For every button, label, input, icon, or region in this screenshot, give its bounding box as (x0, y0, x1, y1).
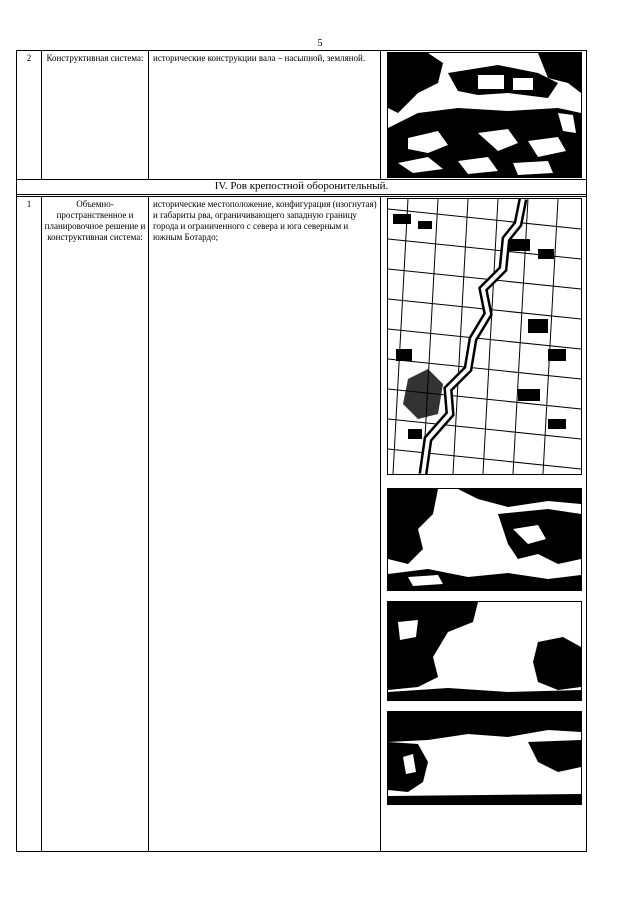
page-number: 5 (317, 38, 323, 49)
table-border-left (16, 50, 17, 852)
moat-photo (387, 711, 582, 805)
moat-photo (387, 601, 582, 701)
table-border-bottom (16, 851, 587, 852)
table-border-right (586, 50, 587, 852)
row-name: Конструктивная система: (46, 53, 144, 63)
column-divider (380, 196, 381, 852)
moat-photo (387, 488, 582, 591)
row-description: исторические конструкции вала – насыпной, земляной. (153, 53, 366, 63)
row-divider (16, 196, 587, 197)
row-number: 2 (26, 53, 32, 63)
column-divider (148, 196, 149, 852)
column-divider (41, 50, 42, 179)
column-divider (41, 196, 42, 852)
section-heading: IV. Ров крепостной оборонительный. (214, 180, 389, 192)
row-number: 1 (26, 199, 32, 209)
table-border-top (16, 50, 587, 51)
rampart-photo (387, 52, 582, 178)
row-name: Объемно-пространственное и планировочное решение и конструктивная система: (44, 199, 146, 242)
column-divider (148, 50, 149, 179)
city-map (387, 198, 582, 475)
row-divider (16, 194, 587, 195)
row-description: исторические местоположение, конфигурация (изогнутая) и габариты рва, ограничивающего западную границу города и ограниченного с севера и юга северным и южным Ботардо; (153, 199, 377, 242)
column-divider (380, 50, 381, 179)
